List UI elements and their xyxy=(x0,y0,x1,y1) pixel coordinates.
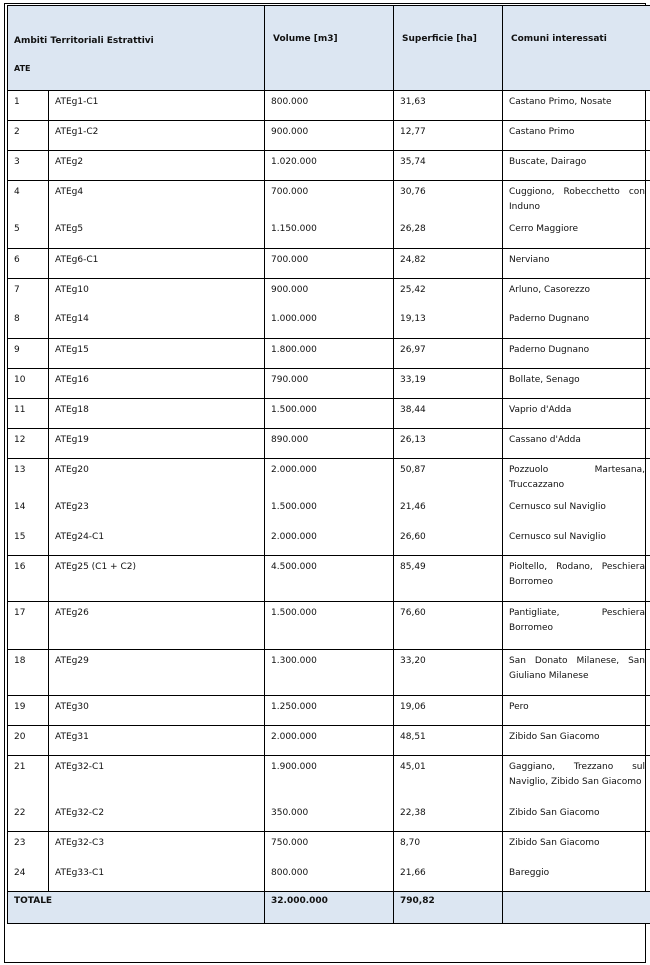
row-number-cell: 2 xyxy=(8,121,49,151)
table-row xyxy=(8,696,650,726)
superficie-cell: 30,76 xyxy=(394,181,503,219)
comuni-cell: Cernusco sul Naviglio xyxy=(503,526,650,556)
ate-code-cell: ATEg31 xyxy=(49,726,265,756)
volume-cell: 1.500.000 xyxy=(265,398,394,428)
row-number-cell: 8 xyxy=(8,308,49,338)
document-frame xyxy=(4,3,646,963)
header-superficie: Superficie [ha] xyxy=(394,6,503,91)
row-number-cell: 22 xyxy=(8,802,49,832)
superficie-cell: 85,49 xyxy=(394,556,503,602)
superficie-cell: 21,66 xyxy=(394,862,503,892)
comuni-cell: Vaprio d'Adda xyxy=(503,398,650,428)
table-header-row xyxy=(8,6,650,91)
ate-code-cell: ATEg23 xyxy=(49,496,265,526)
superficie-cell: 50,87 xyxy=(394,458,503,496)
header-ate-label: ATE xyxy=(14,64,31,73)
ate-code-cell: ATEg1-C2 xyxy=(49,121,265,151)
header-volume: Volume [m3] xyxy=(265,6,394,91)
comuni-cell: Gaggiano, Trezzano sul Naviglio, Zibido San Giacomo xyxy=(503,756,650,802)
ate-code-cell: ATEg19 xyxy=(49,428,265,458)
superficie-cell: 33,20 xyxy=(394,650,503,696)
table-row xyxy=(8,650,650,696)
volume-cell: 1.000.000 xyxy=(265,308,394,338)
volume-cell: 350.000 xyxy=(265,802,394,832)
comuni-cell: Pioltello, Rodano, Peschiera Borromeo xyxy=(503,556,650,602)
superficie-cell: 35,74 xyxy=(394,151,503,181)
ate-table xyxy=(7,5,650,924)
table-row xyxy=(8,248,650,278)
ate-code-cell: ATEg25 (C1 + C2) xyxy=(49,556,265,602)
row-number-cell: 5 xyxy=(8,218,49,248)
row-number-cell: 4 xyxy=(8,181,49,219)
superficie-cell: 31,63 xyxy=(394,91,503,121)
ate-code-cell: ATEg10 xyxy=(49,278,265,308)
row-number-cell: 9 xyxy=(8,338,49,368)
ate-code-cell: ATEg6-C1 xyxy=(49,248,265,278)
ate-code-cell: ATEg32-C2 xyxy=(49,802,265,832)
ate-code-cell: ATEg20 xyxy=(49,458,265,496)
table-row xyxy=(8,278,650,308)
row-number-cell: 14 xyxy=(8,496,49,526)
ate-code-cell: ATEg33-C1 xyxy=(49,862,265,892)
row-number-cell: 13 xyxy=(8,458,49,496)
row-number-cell: 21 xyxy=(8,756,49,802)
comuni-cell: Castano Primo, Nosate xyxy=(503,91,650,121)
comuni-cell: Zibido San Giacomo xyxy=(503,802,650,832)
comuni-cell: Arluno, Casorezzo xyxy=(503,278,650,308)
superficie-cell: 25,42 xyxy=(394,278,503,308)
superficie-cell: 21,46 xyxy=(394,496,503,526)
comuni-cell: Nerviano xyxy=(503,248,650,278)
superficie-cell: 12,77 xyxy=(394,121,503,151)
table-row xyxy=(8,218,650,248)
volume-cell: 900.000 xyxy=(265,278,394,308)
ate-code-cell: ATEg30 xyxy=(49,696,265,726)
volume-cell: 800.000 xyxy=(265,862,394,892)
volume-cell: 790.000 xyxy=(265,368,394,398)
table-row xyxy=(8,526,650,556)
comuni-cell: Pero xyxy=(503,696,650,726)
comuni-cell: Paderno Dugnano xyxy=(503,308,650,338)
volume-cell: 2.000.000 xyxy=(265,726,394,756)
ate-code-cell: ATEg29 xyxy=(49,650,265,696)
comuni-cell: Pozzuolo Martesana, Truccazzano xyxy=(503,458,650,496)
comuni-cell: Cerro Maggiore xyxy=(503,218,650,248)
comuni-cell: Cernusco sul Naviglio xyxy=(503,496,650,526)
table-row xyxy=(8,802,650,832)
volume-cell: 800.000 xyxy=(265,91,394,121)
comuni-cell: Bareggio xyxy=(503,862,650,892)
row-number-cell: 20 xyxy=(8,726,49,756)
row-number-cell: 16 xyxy=(8,556,49,602)
ate-code-cell: ATEg2 xyxy=(49,151,265,181)
row-number-cell: 1 xyxy=(8,91,49,121)
volume-cell: 750.000 xyxy=(265,832,394,862)
volume-cell: 1.500.000 xyxy=(265,496,394,526)
ate-code-cell: ATEg5 xyxy=(49,218,265,248)
superficie-cell: 38,44 xyxy=(394,398,503,428)
ate-code-cell: ATEg26 xyxy=(49,602,265,650)
ate-code-cell: ATEg32-C3 xyxy=(49,832,265,862)
table-row xyxy=(8,602,650,650)
comuni-cell: San Donato Milanese, San Giuliano Milanese xyxy=(503,650,650,696)
row-number-cell: 12 xyxy=(8,428,49,458)
row-number-cell: 24 xyxy=(8,862,49,892)
comuni-cell: Cuggiono, Robecchetto con Induno xyxy=(503,181,650,219)
header-ambiti-label: Ambiti Territoriali Estrattivi xyxy=(14,36,154,46)
superficie-cell: 26,13 xyxy=(394,428,503,458)
table-row xyxy=(8,726,650,756)
row-number-cell: 15 xyxy=(8,526,49,556)
ate-code-cell: ATEg16 xyxy=(49,368,265,398)
totals-superficie: 790,82 xyxy=(394,892,503,924)
superficie-cell: 26,60 xyxy=(394,526,503,556)
totals-volume: 32.000.000 xyxy=(265,892,394,924)
row-number-cell: 6 xyxy=(8,248,49,278)
table-row xyxy=(8,496,650,526)
volume-cell: 700.000 xyxy=(265,181,394,219)
table-row xyxy=(8,556,650,602)
superficie-cell: 26,28 xyxy=(394,218,503,248)
volume-cell: 900.000 xyxy=(265,121,394,151)
table-row xyxy=(8,398,650,428)
ate-code-cell: ATEg18 xyxy=(49,398,265,428)
volume-cell: 1.250.000 xyxy=(265,696,394,726)
table-row xyxy=(8,308,650,338)
superficie-cell: 45,01 xyxy=(394,756,503,802)
header-comuni: Comuni interessati xyxy=(503,6,650,91)
comuni-cell: Bollate, Senago xyxy=(503,368,650,398)
table-row xyxy=(8,862,650,892)
table-row xyxy=(8,181,650,219)
header-ambiti xyxy=(8,6,265,91)
superficie-cell: 19,06 xyxy=(394,696,503,726)
superficie-cell: 48,51 xyxy=(394,726,503,756)
volume-cell: 2.000.000 xyxy=(265,458,394,496)
superficie-cell: 19,13 xyxy=(394,308,503,338)
ate-code-cell: ATEg4 xyxy=(49,181,265,219)
volume-cell: 890.000 xyxy=(265,428,394,458)
superficie-cell: 33,19 xyxy=(394,368,503,398)
table-row xyxy=(8,368,650,398)
comuni-cell: Paderno Dugnano xyxy=(503,338,650,368)
table-row xyxy=(8,338,650,368)
row-number-cell: 18 xyxy=(8,650,49,696)
ate-code-cell: ATEg1-C1 xyxy=(49,91,265,121)
row-number-cell: 19 xyxy=(8,696,49,726)
row-number-cell: 17 xyxy=(8,602,49,650)
superficie-cell: 22,38 xyxy=(394,802,503,832)
comuni-cell: Cassano d'Adda xyxy=(503,428,650,458)
totals-empty xyxy=(503,892,650,924)
superficie-cell: 26,97 xyxy=(394,338,503,368)
volume-cell: 700.000 xyxy=(265,248,394,278)
ate-code-cell: ATEg15 xyxy=(49,338,265,368)
comuni-cell: Buscate, Dairago xyxy=(503,151,650,181)
table-row xyxy=(8,832,650,862)
volume-cell: 1.300.000 xyxy=(265,650,394,696)
table-row xyxy=(8,428,650,458)
ate-code-cell: ATEg24-C1 xyxy=(49,526,265,556)
superficie-cell: 8,70 xyxy=(394,832,503,862)
row-number-cell: 3 xyxy=(8,151,49,181)
comuni-cell: Castano Primo xyxy=(503,121,650,151)
ate-code-cell: ATEg32-C1 xyxy=(49,756,265,802)
table-row xyxy=(8,121,650,151)
row-number-cell: 10 xyxy=(8,368,49,398)
superficie-cell: 24,82 xyxy=(394,248,503,278)
row-number-cell: 7 xyxy=(8,278,49,308)
row-number-cell: 23 xyxy=(8,832,49,862)
superficie-cell: 76,60 xyxy=(394,602,503,650)
comuni-cell: Zibido San Giacomo xyxy=(503,726,650,756)
volume-cell: 1.150.000 xyxy=(265,218,394,248)
ate-code-cell: ATEg14 xyxy=(49,308,265,338)
volume-cell: 1.800.000 xyxy=(265,338,394,368)
volume-cell: 1.900.000 xyxy=(265,756,394,802)
totals-label: TOTALE xyxy=(8,892,265,924)
row-number-cell: 11 xyxy=(8,398,49,428)
comuni-cell: Zibido San Giacomo xyxy=(503,832,650,862)
table-row xyxy=(8,151,650,181)
volume-cell: 2.000.000 xyxy=(265,526,394,556)
volume-cell: 1.020.000 xyxy=(265,151,394,181)
table-row xyxy=(8,458,650,496)
volume-cell: 1.500.000 xyxy=(265,602,394,650)
totals-row xyxy=(8,892,650,924)
comuni-cell: Pantigliate, Peschiera Borromeo xyxy=(503,602,650,650)
table-row xyxy=(8,756,650,802)
volume-cell: 4.500.000 xyxy=(265,556,394,602)
table-row xyxy=(8,91,650,121)
